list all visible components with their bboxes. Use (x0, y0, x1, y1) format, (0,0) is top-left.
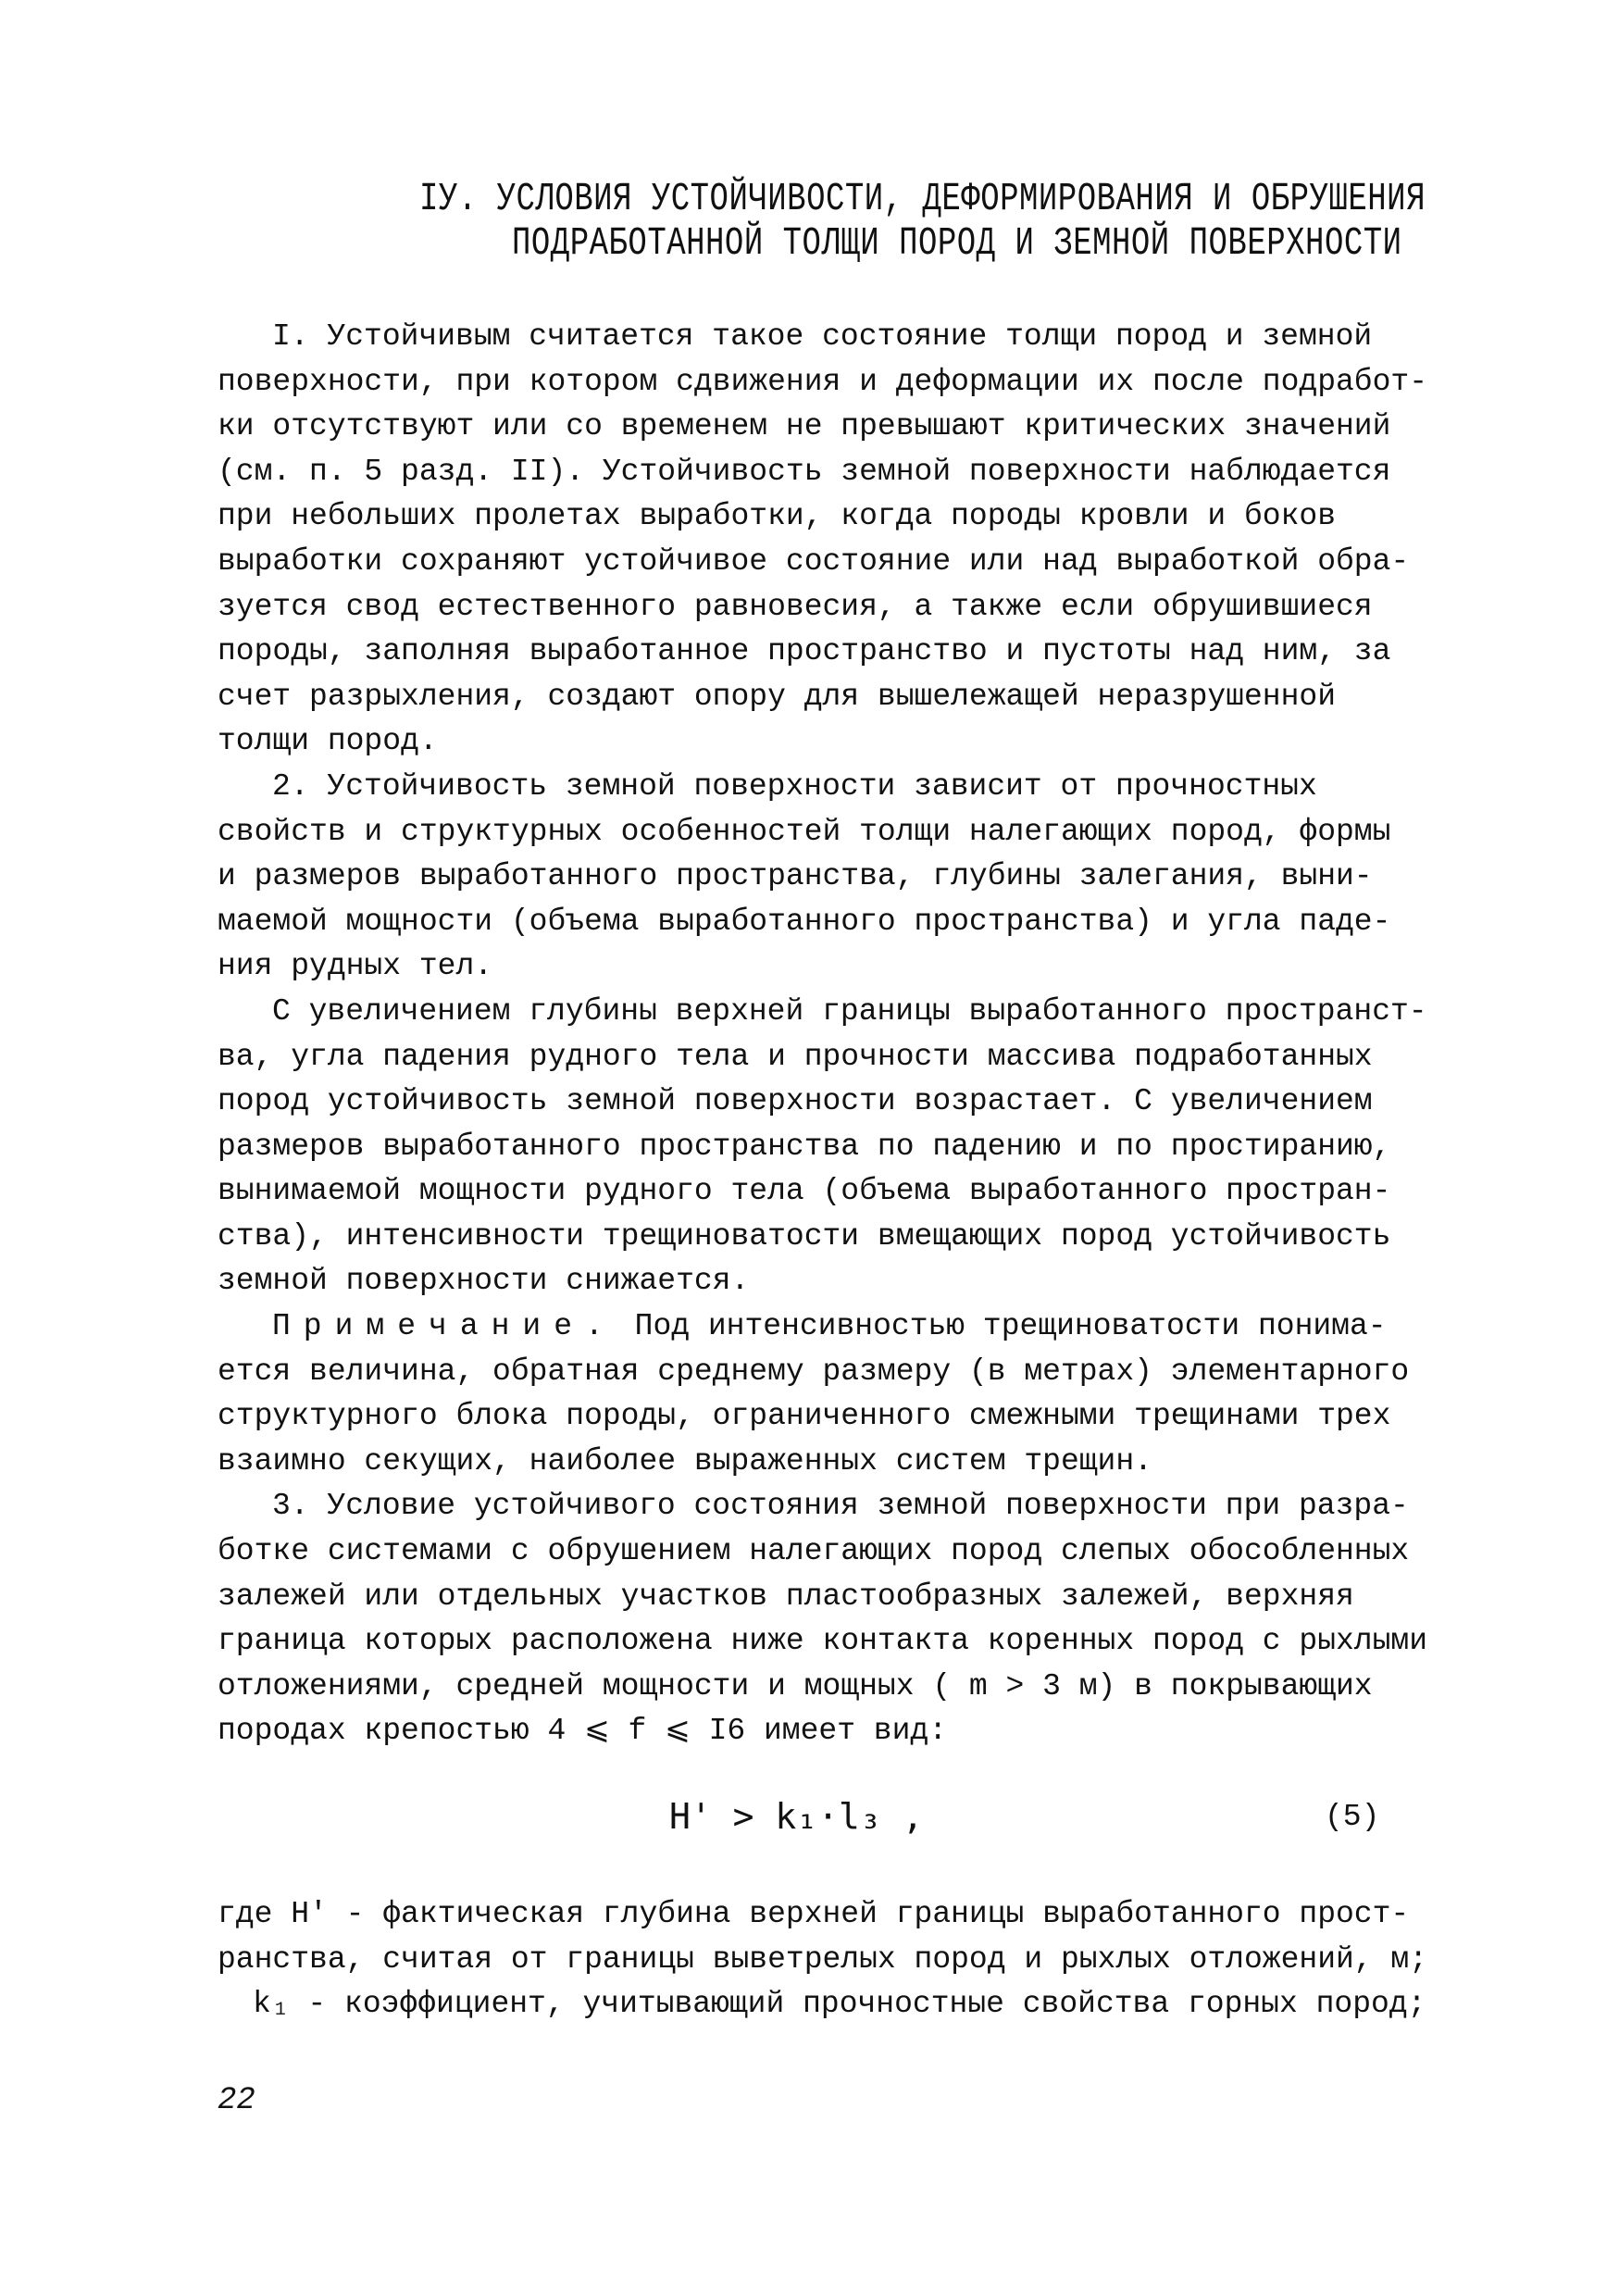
text-line (218, 719, 1439, 765)
line-text: вынимаемой мощности рудного тела (объема выработанного простран- (218, 1174, 1391, 1209)
text-line (218, 1035, 1439, 1080)
line-text: породах крепостью 4 ⩽ f ⩽ I6 имеет вид: (218, 1714, 948, 1749)
line-text: I. Устойчивым считается такое состояние толщи пород и земной (272, 319, 1373, 354)
text-line (218, 675, 1439, 720)
line-text: С увеличением глубины верхней границы выработанного пространст- (272, 993, 1427, 1029)
line-text: ния рудных тел. (218, 949, 493, 984)
line-text: (см. п. 5 разд. II). Устойчивость земной поверхности наблюдается (218, 454, 1391, 489)
line-text: Под интенсивностью трещиноватости понима- (616, 1309, 1387, 1344)
line-text: ва, угла падения рудного тела и прочности массива подработанных (218, 1039, 1373, 1074)
line-text: при небольших пролетах выработки, когда породы кровли и боков (218, 499, 1336, 534)
line-text: отложениями, средней мощности и мощных ( m > 3 м) в покрывающих (218, 1668, 1373, 1703)
text-line (218, 1665, 1439, 1710)
equation-definitions (218, 1892, 1439, 2028)
text-line (218, 494, 1439, 540)
line-text: ботке системами с обрушением налегающих пород слепых обособленных (218, 1534, 1410, 1569)
section-title-line-1: IУ. УСЛОВИЯ УСТОЙЧИВОСТИ, ДЕФОРМИРОВАНИЯ И ОБРУШЕНИЯ (419, 178, 1426, 222)
text-line (218, 630, 1439, 675)
line-text: залежей или отдельных участков пластообразных залежей, верхняя (218, 1578, 1354, 1614)
text-line (218, 1215, 1439, 1260)
line-text: 2. Устойчивость земной поверхности зависит от прочностных (272, 768, 1317, 804)
line-text: поверхности, при котором сдвижения и деформации их после подработ- (218, 364, 1428, 399)
text-line (218, 855, 1439, 900)
line-text: ется величина, обратная среднему размеру (в метрах) элементарного (218, 1354, 1410, 1389)
text-line (218, 1892, 1439, 1938)
text-line (218, 765, 1439, 810)
section-title-line-2: ПОДРАБОТАННОЙ ТОЛЩИ ПОРОД И ЗЕМНОЙ ПОВЕРХНОСТИ (512, 222, 1402, 267)
line-text: 3. Условие устойчивого состояния земной поверхности при разра- (272, 1489, 1409, 1524)
text-line (218, 1169, 1439, 1215)
text-line (218, 540, 1439, 585)
line-text: граница которых расположена ниже контакта коренных пород с рыхлыми (218, 1624, 1428, 1659)
line-text: земной поверхности снижается. (218, 1264, 750, 1299)
line-text: счет разрыхления, создают опору для вышележащей неразрушенной (218, 679, 1336, 714)
line-text: зуется свод естественного равновесия, а также если обрушившиеся (218, 589, 1373, 624)
line-text: взаимно секущих, наиболее выраженных систем трещин. (218, 1443, 1152, 1479)
text-line (218, 1484, 1439, 1529)
line-text: где H' - фактическая глубина верхней границы выработанного прост- (218, 1897, 1410, 1931)
equation-number: (5) (1325, 1800, 1380, 1834)
text-line (218, 1125, 1439, 1170)
line-text: ки отсутствуют или со временем не превышают критических значений (218, 409, 1391, 444)
text-line (218, 1709, 1439, 1754)
body-text (218, 315, 1439, 1754)
text-line (218, 810, 1439, 855)
text-line (218, 405, 1439, 450)
text-line (218, 1394, 1439, 1440)
text-line (218, 1259, 1439, 1304)
text-line (218, 900, 1439, 945)
text-line (218, 1079, 1439, 1125)
text-line (218, 1304, 1439, 1350)
line-text: пород устойчивость земной поверхности возрастает. С увеличением (218, 1084, 1373, 1119)
line-text: свойств и структурных особенностей толщи налегающих пород, формы (218, 814, 1391, 849)
text-line (218, 1938, 1439, 1983)
text-line (218, 450, 1439, 495)
line-text: ства), интенсивности трещиноватости вмещающих пород устойчивость (218, 1218, 1391, 1254)
note-label: Примечание. (272, 1309, 616, 1344)
text-line (218, 1982, 1439, 2028)
line-text: k₁ - коэффициент, учитывающий прочностные свойства горных пород; (253, 1987, 1426, 2022)
line-text: структурного блока породы, ограниченного смежными трещинами трех (218, 1399, 1391, 1434)
text-line (218, 1529, 1439, 1575)
text-line (218, 990, 1439, 1035)
line-text: толщи пород. (218, 724, 438, 759)
text-line (218, 1619, 1439, 1665)
line-text: выработки сохраняют устойчивое состояние или над выработкой обра- (218, 543, 1410, 579)
text-line (218, 1350, 1439, 1395)
line-text: породы, заполняя выработанное пространство и пустоты над ним, за (218, 634, 1391, 669)
line-text: ранства, считая от границы выветрелых пород и рыхлых отложений, м; (218, 1941, 1428, 1977)
line-text: размеров выработанного пространства по падению и по простиранию, (218, 1129, 1391, 1164)
text-line (218, 1575, 1439, 1620)
line-text: маемой мощности (объема выработанного пространства) и угла паде- (218, 904, 1391, 939)
equation-formula: H' > k₁·l₃ , (669, 1796, 924, 1837)
text-line (218, 944, 1439, 990)
text-line (218, 315, 1439, 360)
line-text: и размеров выработанного пространства, глубины залегания, выни- (218, 859, 1373, 894)
text-line (218, 360, 1439, 406)
text-line (218, 585, 1439, 630)
text-line (218, 1440, 1439, 1485)
page-number: 22 (218, 2083, 255, 2118)
